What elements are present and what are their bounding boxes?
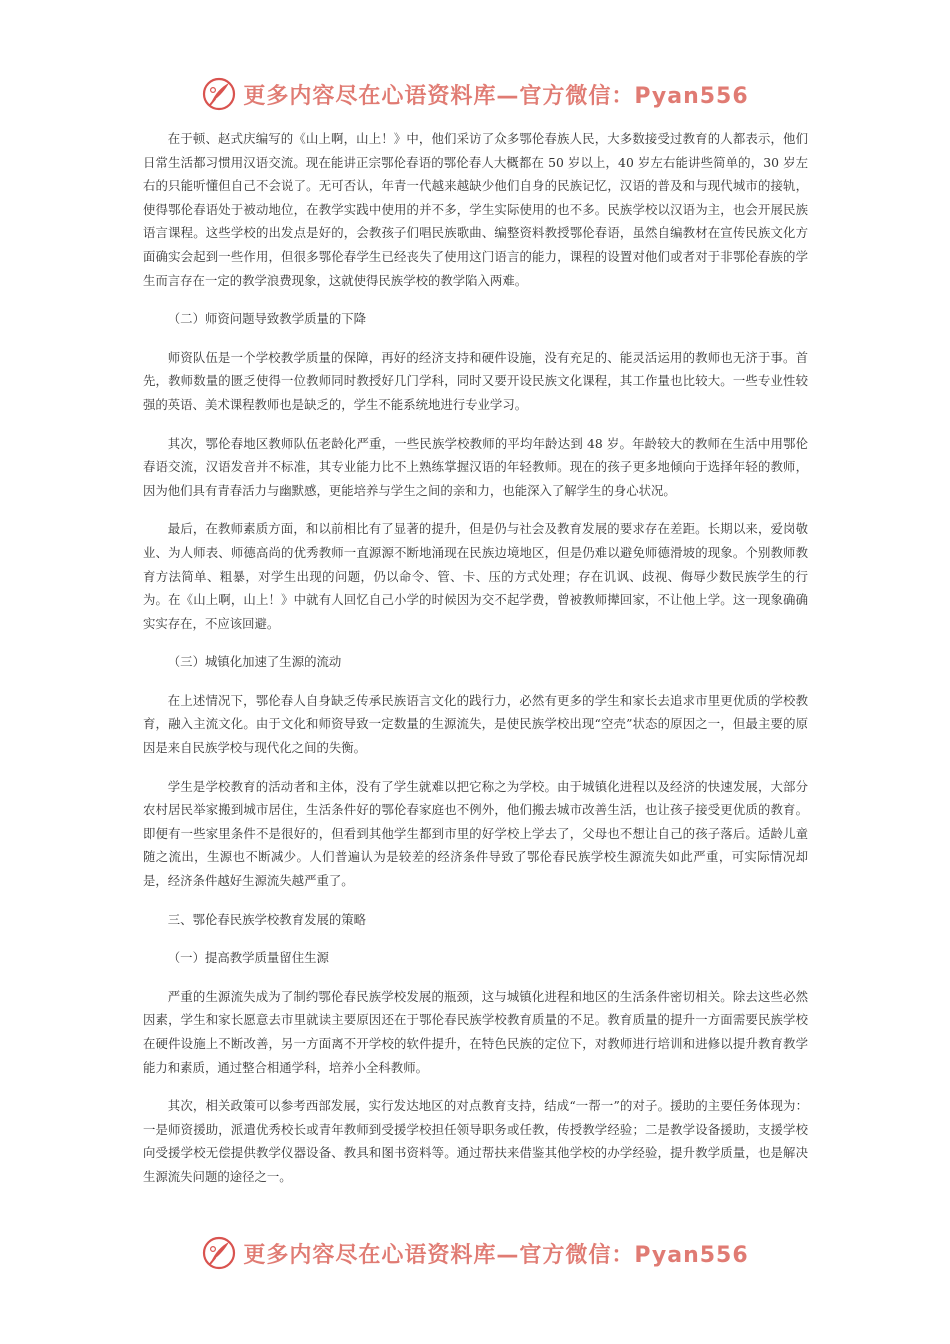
section-heading: （二）师资问题导致教学质量的下降 [167,311,367,327]
body-paragraph: 在于顿、赵式庆编写的《山上啊，山上！》中，他们采访了众多鄂伦春族人民，大多数接受过教育的人都表示，他们日常生活都习惯用汉语交流。现在能讲正宗鄂伦春语的鄂伦春人大概都在 50 岁以上，40 岁左右能讲些简单的，30 岁左右的只能听懂但自己不会说了。无可否认，年青一代越来越缺少他们自身的民族记忆，汉语的普及和与现代城市的接轨，使得鄂伦春语处于被动地位，在教学实践中使用的并不多，学生实际使用的也不多。民族学校以汉语为主，也会开展民族语言课程。这些学校的出发点是好的，会教孩子们唱民族歌曲、编整资料教授鄂伦春语，虽然自编教材在宣传民族文化方面确实会起到一些作用，但很多鄂伦春学生已经丧失了使用这门语言的能力，课程的设置对他们或者对于非鄂伦春族的学生而言存在一定的教学浪费现象，这就使得民族学校的教学陷入两难。 [143,131,808,288]
feather-quill-circle-icon [201,1235,237,1271]
body-paragraph: 严重的生源流失成为了制约鄂伦春民族学校发展的瓶颈，这与城镇化进程和地区的生活条件密切相关。除去这些必然因素，学生和家长愿意去市里就读主要原因还在于鄂伦春民族学校教育质量的不足。教育质量的提升一方面需要民族学校在硬件设施上不断改善，另一方面离不开学校的软件提升，在特色民族的定位下，对教师进行培训和进修以提升教育教学能力和素质，通过整合相通学科，培养小全科教师。 [143,988,808,1075]
section-heading: （三）城镇化加速了生源的流动 [167,654,342,670]
body-paragraph: 其次，相关政策可以参考西部发展，实行发达地区的对点教育支持，结成“一帮一”的对子。援助的主要任务体现为：一是师资援助，派遣优秀校长或青年教师到受援学校担任领导职务或任教，传授教学经验；二是教学设备援助，支援学校向受援学校无偿提供教学仪器设备、教具和图书资料等。通过帮扶来借鉴其他学校的办学经验，提升教学质量，也是解决生源流失问题的途径之一。 [143,1098,808,1184]
body-paragraph: 师资队伍是一个学校教学质量的保障，再好的经济支持和硬件设施，没有充足的、能灵活运用的教师也无济于事。首先，教师数量的匮乏使得一位教师同时教授好几门学科，同时又要开设民族文化课程，其工作量也比较大。一些专业性较强的英语、美术课程教师也是缺乏的，学生不能系统地进行专业学习。 [143,349,808,412]
header-watermark-banner [0,74,950,114]
body-paragraph: 其次，鄂伦春地区教师队伍老龄化严重，一些民族学校教师的平均年龄达到 48 岁。年龄较大的教师在生活中用鄂伦春语交流，汉语发音并不标准，其专业能力比不上熟练掌握汉语的年轻教师。现在的孩子更多地倾向于选择年轻的教师，因为他们具有青春活力与幽默感，更能培养与学生之间的亲和力，也能深入了解学生的身心状况。 [143,435,808,498]
body-paragraph: 学生是学校教育的活动者和主体，没有了学生就难以把它称之为学校。由于城镇化进程以及经济的快速发展，大部分农村居民举家搬到城市居住，生活条件好的鄂伦春家庭也不例外，他们搬去城市改善生活，也让孩子接受更优质的教育。即便有一些家里条件不是很好的，但看到其他学生都到市里的好学校上学去了，父母也不想让自己的孩子落后。适龄儿童随之流出，生源也不断减少。人们普遍认为是较差的经济条件导致了鄂伦春民族学校生源流失如此严重，可实际情况却是，经济条件越好生源流失越严重了。 [143,778,808,889]
banner-text: 更多内容尽在心语资料库—官方微信：Pyan556 [243,83,749,109]
section-heading: （一）提高教学质量留住生源 [167,950,329,966]
body-paragraph: 最后，在教师素质方面，和以前相比有了显著的提升，但是仍与社会及教育发展的要求存在差距。长期以来，爱岗敬业、为人师表、师德高尚的优秀教师一直源源不断地涌现在民族边境地区，但是仍难以避免师德滑坡的现象。个别教师教育方法简单、粗暴，对学生出现的问题，仍以命令、管、卡、压的方式处理；存在讥讽、歧视、侮辱少数民族学生的行为。在《山上啊，山上！》中就有人回忆自己小学的时候因为交不起学费，曾被教师撵回家，不让他上学。这一现象确确实实存在，不应该回避。 [143,521,808,631]
body-paragraph: 在上述情况下，鄂伦春人自身缺乏传承民族语言文化的践行力，必然有更多的学生和家长去追求市里更优质的学校教育，融入主流文化。由于文化和师资导致一定数量的生源流失，是使民族学校出现“空壳”状态的原因之一，但最主要的原因是来自民族学校与现代化之间的失衡。 [143,692,808,756]
banner-text: 更多内容尽在心语资料库—官方微信：Pyan556 [243,1242,749,1268]
section-heading: 三、鄂伦春民族学校教育发展的策略 [167,911,367,927]
document-body [143,127,808,1204]
footer-watermark-banner [0,1233,950,1273]
feather-quill-circle-icon [201,76,237,112]
